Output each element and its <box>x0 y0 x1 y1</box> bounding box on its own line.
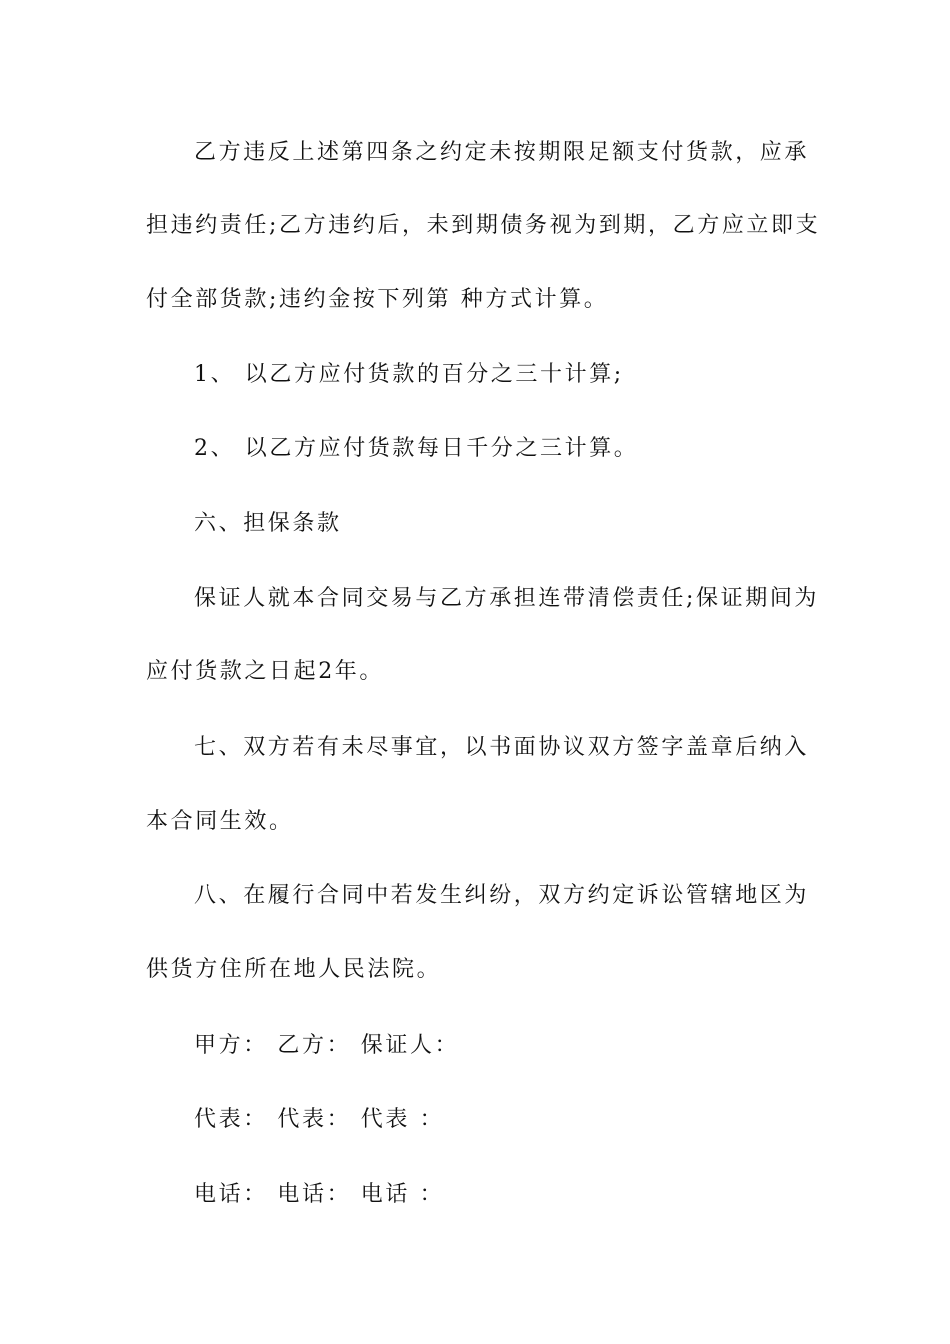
paragraph-5-line-3: 付全部货款;违约金按下列第 种方式计算。 <box>146 287 609 312</box>
paragraph-5-line-2: 担违约责任;乙方违约后，未到期债务视为到期，乙方应立即支 <box>146 213 821 238</box>
section-6-line-2: 应付货款之日起2年。 <box>146 659 384 684</box>
signature-parties: 甲方： 乙方： 保证人： <box>194 1033 460 1058</box>
section-8-line-2: 供货方住所在地人民法院。 <box>146 957 442 982</box>
penalty-option-1: 1、 以乙方应付货款的百分之三十计算; <box>194 362 624 387</box>
penalty-option-2: 2、 以乙方应付货款每日千分之三计算。 <box>194 436 639 461</box>
section-8-line-1: 八、在履行合同中若发生纠纷，双方约定诉讼管辖地区为 <box>194 883 810 908</box>
section-7-line-1: 七、双方若有未尽事宜，以书面协议双方签字盖章后纳入 <box>194 735 810 760</box>
section-6-line-1: 保证人就本合同交易与乙方承担连带清偿责任;保证期间为 <box>194 586 820 611</box>
paragraph-5-line-1: 乙方违反上述第四条之约定未按期限足额支付货款，应承 <box>194 140 810 165</box>
section-6-heading: 六、担保条款 <box>194 511 342 536</box>
signature-phones: 电话： 电话： 电话 ： <box>194 1182 445 1207</box>
signature-representatives: 代表： 代表： 代表 ： <box>194 1107 445 1132</box>
section-7-line-2: 本合同生效。 <box>146 809 294 834</box>
